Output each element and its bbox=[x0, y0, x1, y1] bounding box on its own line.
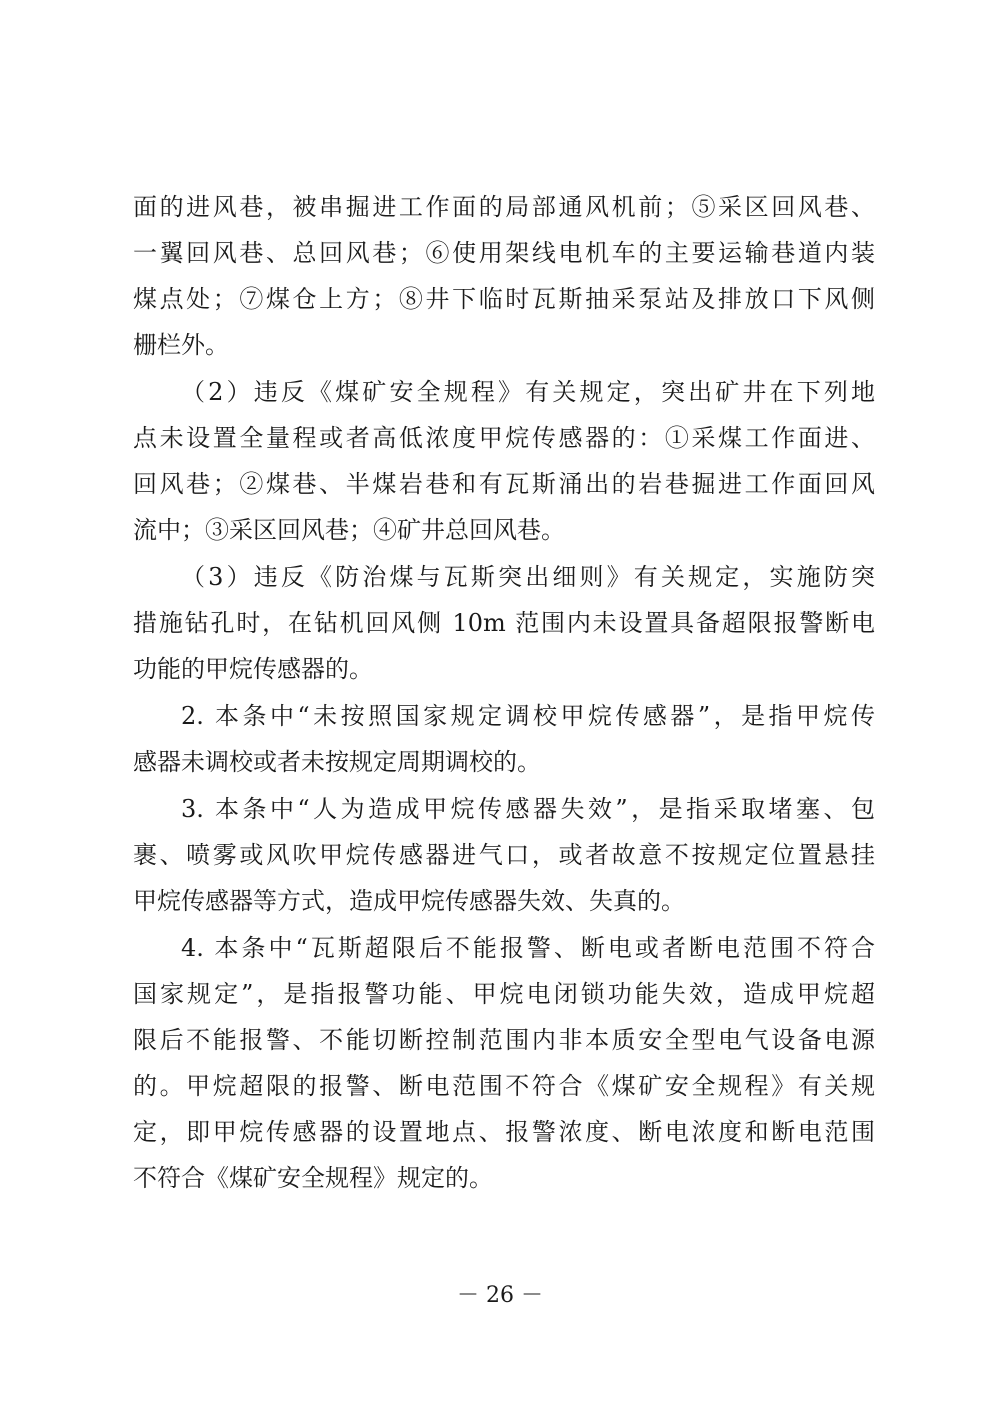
paragraph-6-line-2: 国家规定”，是指报警功能、甲烷电闭锁功能失效，造成甲烷超 bbox=[133, 980, 875, 1008]
paragraph-1-line-4: 栅栏外。 bbox=[133, 331, 229, 359]
paragraph-2-line-3: 回风巷；②煤巷、半煤岩巷和有瓦斯涌出的岩巷掘进工作面回风 bbox=[133, 470, 875, 498]
paragraph-4-line-1: 2. 本条中“未按照国家规定调校甲烷传感器”，是指甲烷传 bbox=[181, 702, 875, 730]
paragraph-1-line-2: 一翼回风巷、总回风巷；⑥使用架线电机车的主要运输巷道内装 bbox=[133, 239, 875, 267]
paragraph-3-line-2: 措施钻孔时，在钻机回风侧 10m 范围内未设置具备超限报警断电 bbox=[133, 609, 875, 637]
paragraph-1-line-3: 煤点处；⑦煤仓上方；⑧井下临时瓦斯抽采泵站及排放口下风侧 bbox=[133, 285, 875, 313]
paragraph-1-line-1: 面的进风巷，被串掘进工作面的局部通风机前；⑤采区回风巷、 bbox=[133, 193, 875, 221]
paragraph-6-line-6: 不符合《煤矿安全规程》规定的。 bbox=[133, 1164, 493, 1192]
paragraph-3-line-3: 功能的甲烷传感器的。 bbox=[133, 655, 373, 683]
paragraph-6-line-5: 定，即甲烷传感器的设置地点、报警浓度、断电浓度和断电范围 bbox=[133, 1118, 875, 1146]
paragraph-2-line-1: （2）违反《煤矿安全规程》有关规定，突出矿井在下列地 bbox=[181, 378, 875, 406]
paragraph-5-line-1: 3. 本条中“人为造成甲烷传感器失效”，是指采取堵塞、包 bbox=[181, 795, 875, 823]
paragraph-6-line-4: 的。甲烷超限的报警、断电范围不符合《煤矿安全规程》有关规 bbox=[133, 1072, 875, 1100]
paragraph-2-line-4: 流中；③采区回风巷；④矿井总回风巷。 bbox=[133, 516, 565, 544]
paragraph-5-line-3: 甲烷传感器等方式，造成甲烷传感器失效、失真的。 bbox=[133, 887, 685, 915]
paragraph-6-line-3: 限后不能报警、不能切断控制范围内非本质安全型电气设备电源 bbox=[133, 1026, 875, 1054]
paragraph-6-line-1: 4. 本条中“瓦斯超限后不能报警、断电或者断电范围不符合 bbox=[181, 934, 875, 962]
paragraph-4-line-2: 感器未调校或者未按规定周期调校的。 bbox=[133, 748, 541, 776]
paragraph-5-line-2: 裹、喷雾或风吹甲烷传感器进气口，或者故意不按规定位置悬挂 bbox=[133, 841, 875, 869]
page-number: － 26 － bbox=[457, 1283, 543, 1308]
paragraph-3-line-1: （3）违反《防治煤与瓦斯突出细则》有关规定，实施防突 bbox=[181, 563, 875, 591]
paragraph-2-line-2: 点未设置全量程或者高低浓度甲烷传感器的：①采煤工作面进、 bbox=[133, 424, 875, 452]
